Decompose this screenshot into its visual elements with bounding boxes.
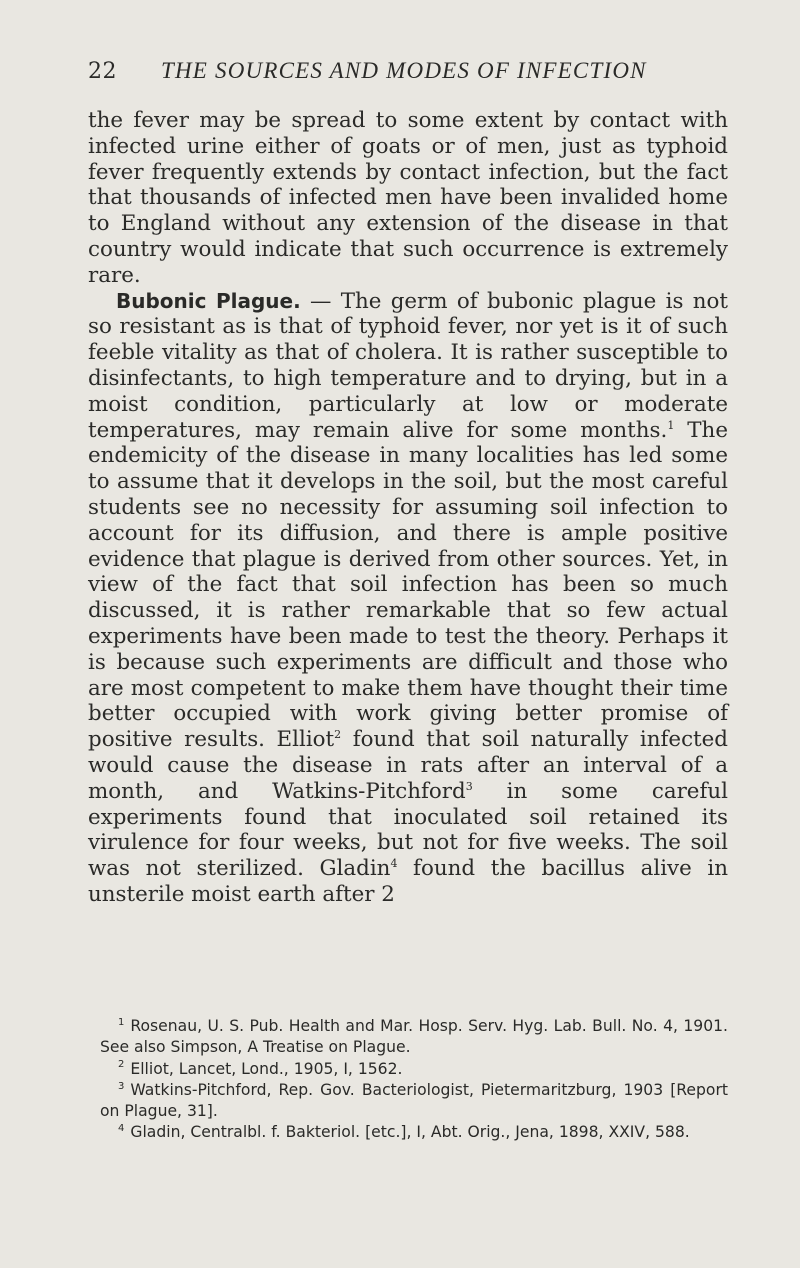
paragraph-text-segment: found the bacillus alive in unsterile moist earth after 2 — [88, 856, 728, 907]
footnote-reference: 3 — [465, 779, 473, 793]
footnote — [100, 1080, 728, 1123]
heading-dash: — — [300, 288, 341, 314]
footnote-reference: 1 — [667, 418, 675, 432]
running-head — [88, 58, 688, 84]
paragraph-bubonic-plague — [88, 289, 728, 908]
footnote — [100, 1059, 728, 1080]
paragraph-continued: the fever may be spread to some extent by contact with infected urine either of goats or of men, just as typhoid fever frequently extends by contact infection, but the fact that thousands of infected men have been invalided home to England without any extension of the disease in that country would indicate that such occurrence is extremely rare. — [88, 108, 728, 288]
footnote-mark: 3 — [118, 1080, 125, 1092]
paragraph-text-segment: found that soil naturally infected would cause the disease in rats after an interval of a month, and Watkins-Pitchford — [88, 727, 728, 804]
footnote-text: Gladin, Centralbl. f. Bakteriol. [etc.], I, Abt. Orig., Jena, 1898, XXIV, 588. — [130, 1123, 690, 1142]
footnote-reference: 2 — [334, 728, 342, 741]
running-head-title: THE SOURCES AND MODES OF INFECTION — [161, 58, 647, 83]
paragraph-text-segment: in some careful experiments found that inoculated soil retained its virulence for four weeks, but not for five weeks. The soil was not sterilized. Gladin — [88, 778, 729, 882]
footnote-text: Rosenau, U. S. Pub. Health and Mar. Hosp. Serv. Hyg. Lab. Bull. No. 4, 1901. See also Simpson, A Treatise on Plague. — [100, 1017, 728, 1057]
footnote-mark: 4 — [118, 1123, 125, 1135]
section-heading-bubonic-plague: Bubonic Plague. — [116, 288, 301, 313]
footnotes — [100, 1016, 728, 1144]
footnote-text: Elliot, Lancet, Lond., 1905, I, 1562. — [130, 1059, 403, 1078]
footnote-mark: 1 — [118, 1016, 125, 1028]
footnote-mark: 2 — [118, 1059, 125, 1071]
footnote — [100, 1122, 728, 1143]
paragraph-text-segment: The germ of bubonic plague is not so resistant as is that of typhoid fever, nor yet is it of such feeble vitality as that of cholera. It is rather susceptible to disinfectants, to high temperature and to drying, but in a moist condition, particularly at low or moderate temperatures, may remain alive for some months. — [88, 288, 728, 443]
body-text — [88, 108, 728, 908]
footnote-reference: 4 — [390, 856, 398, 870]
footnote-text: Watkins-Pitchford, Rep. Gov. Bacteriologist, Pietermaritzburg, 1903 [Report on Plague, 31]. — [100, 1080, 728, 1121]
footnote — [100, 1016, 728, 1059]
paragraph-text-segment: The endemicity of the disease in many localities has led some to assume that it develops in the soil, but the most careful students see no necessity for assuming soil infection to account for its diffusion, and there is ample positive evidence that plague is derived from other sources. Yet, in view of the fact that soil infection has been so much discussed, it is rather remarkable that so few actual experiments have been made to test the theory. Perhaps it is because such experiments are difficult and those who are most competent to make them have thought their time better occupied with work giving better promise of positive results. Elliot — [88, 417, 728, 753]
page-number: 22 — [88, 59, 117, 84]
